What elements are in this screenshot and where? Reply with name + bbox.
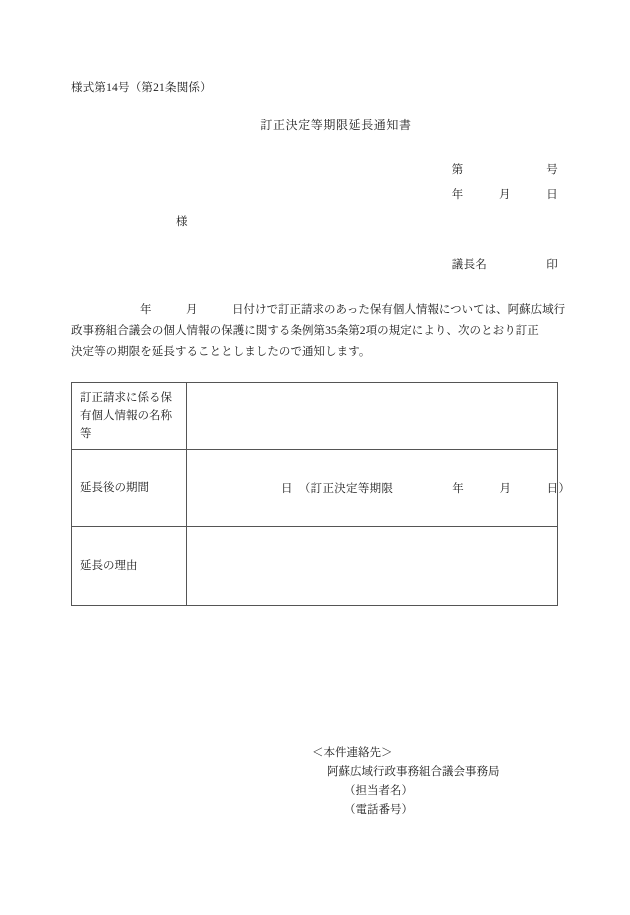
addressee-honorific: 様 (176, 216, 188, 228)
document-title: 訂正決定等期限延長通知書 (260, 118, 412, 132)
row-label-information-name: 訂正請求に係る保有個人情報の名称等 (72, 383, 187, 450)
contact-heading: ＜本件連絡先＞ (312, 747, 393, 759)
contact-block (312, 744, 500, 820)
body-line-1: 年 月 日付けで訂正請求のあった保有個人情報については、阿蘇広域行 (71, 304, 566, 316)
document-date-field: 年 月 日 (451, 189, 558, 201)
form-number: 様式第14号（第21条関係） (71, 82, 212, 94)
table-row (72, 450, 558, 527)
notification-table (71, 382, 571, 606)
row-value-extension-reason[interactable] (187, 527, 558, 606)
extended-period-text: 日 （訂正決定等期限 年 月 日） (281, 483, 571, 495)
contact-person: （担当者名） (344, 785, 413, 797)
body-line-3: 決定等の期限を延長することとしましたので通知します。 (71, 346, 371, 358)
row-label-extension-reason: 延長の理由 (72, 527, 187, 606)
table-row (72, 527, 558, 606)
body-line-2: 政事務組合議会の個人情報の保護に関する条例第35条第2項の規定により、次のとおり訂正 (71, 325, 539, 337)
document-number-field: 第 号 (451, 164, 558, 176)
signer-line: 議長名 印 (451, 259, 558, 271)
row-label-extended-period: 延長後の期間 (72, 450, 187, 527)
row-value-extended-period[interactable] (187, 450, 571, 527)
table-row (72, 383, 558, 450)
body-paragraph (71, 300, 566, 363)
row-value-information-name[interactable] (187, 383, 558, 450)
contact-organization: 阿蘇広域行政事務組合議会事務局 (327, 766, 500, 778)
contact-phone: （電話番号） (344, 804, 413, 816)
